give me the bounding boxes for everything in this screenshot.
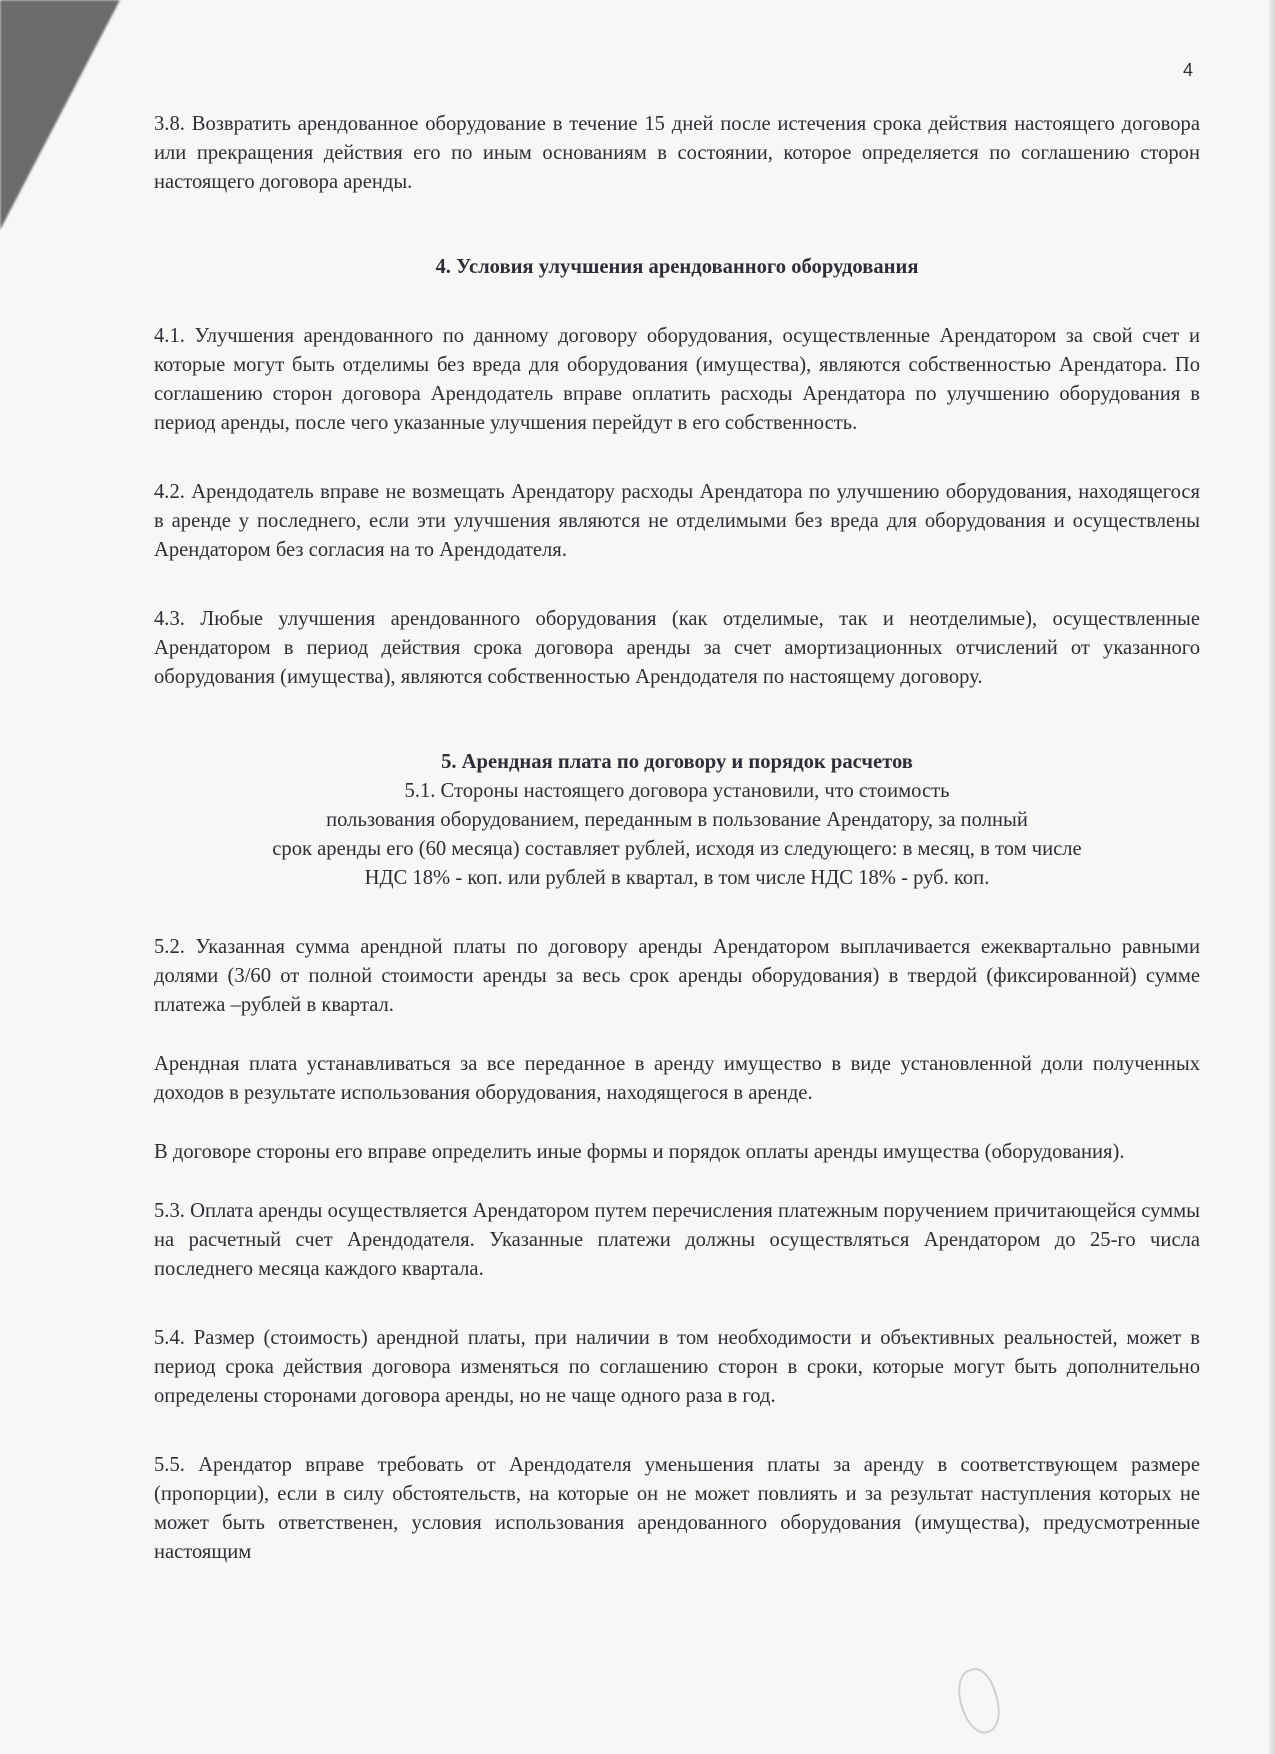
clause-5-4: 5.4. Размер (стоимость) арендной платы, при наличии в том необходимости и объективных реальностей, может в период срока действия договора изменяться по соглашению сторон в сроки, которые могут быть дополнительно определены сторонами договора аренды, но не чаще одного раза в год.: [154, 1327, 1200, 1407]
page-number: 4: [1183, 60, 1194, 80]
clause-4-3: 4.3. Любые улучшения арендованного оборудования (как отделимые, так и неотделимые), осуществленные Арендатором в период действия срока договора аренды за счет амортизационных отчислений от указанного оборудования (имущества), являются собственностью Арендодателя по настоящему договору.: [154, 608, 1200, 688]
clause-5-1-line: пользования оборудованием, переданным в пользование Арендатору, за полный: [326, 809, 1028, 831]
scan-corner-shadow: [0, 0, 120, 230]
clause-5-2-rent-share: Арендная плата устанавливаться за все переданное в аренду имущество в виде установленной доли полученных доходов в результате использования оборудования, находящегося в аренде.: [154, 1053, 1200, 1104]
clause-5-2: 5.2. Указанная сумма арендной платы по договору аренды Арендатором выплачивается ежеквартально равными долями (3/60 от полной стоимости аренды за весь срок аренды оборудования) в твердой (фиксированной) сумме платежа –рублей в квартал.: [154, 936, 1200, 1016]
section-4-title: 4. Условия улучшения арендованного оборудования: [435, 256, 919, 278]
clause-5-1-line: 5.1. Стороны настоящего договора установили, что стоимость: [404, 780, 950, 802]
clause-5-3: 5.3. Оплата аренды осуществляется Арендатором путем перечисления платежным поручением причитающейся суммы на расчетный счет Арендодателя. Указанные платежи должны осуществляться Арендатором до 25-го числа последнего месяца каждого квартала.: [154, 1200, 1200, 1280]
clause-5-1-line: срок аренды его (60 месяца) составляет рублей, исходя из следующего: в месяц, в том числе: [272, 838, 1082, 860]
clause-5-2-other-forms: В договоре стороны его вправе определить иные формы и порядок оплаты аренды имущества (оборудования).: [154, 1141, 1125, 1163]
clause-4-1: 4.1. Улучшения арендованного по данному договору оборудования, осуществленные Арендатором за свой счет и которые могут быть отделимы без вреда для оборудования (имущества), являются собственностью Арендатора. По соглашению сторон договора Арендодатель вправе оплатить расходы Арендатора по улучшению оборудования в период аренды, после чего указанные улучшения перейдут в его собственность.: [154, 325, 1200, 434]
clause-5-1: [154, 777, 1200, 893]
clause-5-1-line: НДС 18% - коп. или рублей в квартал, в том числе НДС 18% - руб. коп.: [364, 867, 990, 889]
document-body: [154, 110, 1200, 1567]
clause-5-5: 5.5. Арендатор вправе требовать от Арендодателя уменьшения платы за аренду в соответствующем размере (пропорции), если в силу обстоятельств, на которые он не может повлиять и за результат наступления которых не может быть ответственен, условия использования арендованного оборудования (имущества), предусмотренные настоящим: [154, 1454, 1200, 1563]
clause-4-2: 4.2. Арендодатель вправе не возмещать Арендатору расходы Арендатора по улучшению оборудования, находящегося в аренде у последнего, если эти улучшения являются не отделимыми без вреда для оборудования и осуществлены Арендатором без согласия на то Арендодателя.: [154, 481, 1200, 561]
clause-3-8: 3.8. Возвратить арендованное оборудование в течение 15 дней после истечения срока действия настоящего договора или прекращения действия его по иным основаниям в состоянии, которое определяется по соглашению сторон настоящего договора аренды.: [154, 113, 1200, 193]
section-5-title: 5. Арендная плата по договору и порядок расчетов: [441, 751, 913, 773]
pen-mark: [951, 1664, 1008, 1739]
scan-right-edge: [1269, 0, 1275, 1754]
